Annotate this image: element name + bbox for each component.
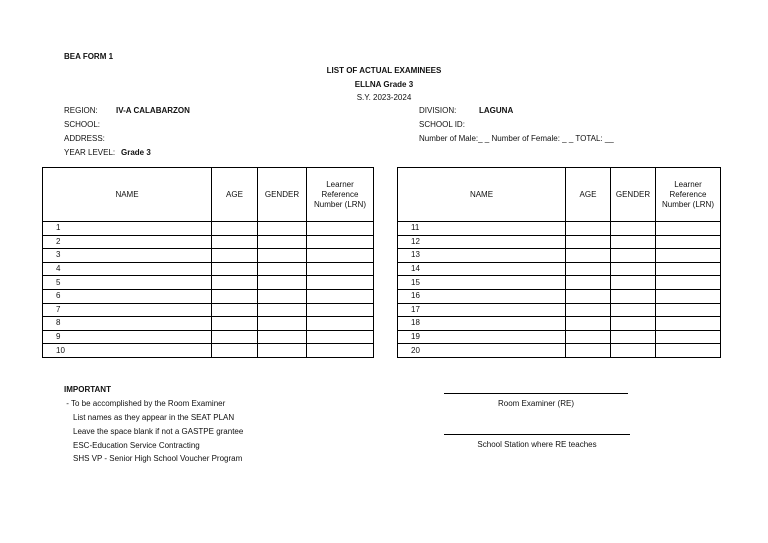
name-cell[interactable] [43,317,212,331]
age-cell[interactable] [566,222,611,236]
lrn-cell[interactable] [656,222,721,236]
school-label: SCHOOL: [64,120,101,129]
examinee-table-left [42,167,374,358]
name-cell[interactable] [398,235,566,249]
row-number: 2 [56,236,61,246]
important-note: List names as they appear in the SEAT PLAN [73,413,235,422]
gender-cell[interactable] [611,222,656,236]
name-cell[interactable] [398,330,566,344]
name-cell[interactable] [398,289,566,303]
table-row [398,262,721,276]
row-number: 1 [56,223,61,233]
division-label: DIVISION: [419,106,457,115]
age-cell[interactable] [566,262,611,276]
row-number: 16 [411,291,420,301]
important-note: - To be accomplished by the Room Examiner [64,399,226,408]
table-row [398,330,721,344]
age-cell[interactable] [212,276,258,290]
table-row [398,303,721,317]
gender-cell[interactable] [258,289,307,303]
gender-cell[interactable] [611,249,656,263]
gender-counts: Number of Male:_ _ Number of Female: _ _ TOTAL: __ [419,134,614,143]
lrn-cell[interactable] [307,330,374,344]
age-cell[interactable] [212,330,258,344]
gender-column-header: GENDER [611,168,656,222]
lrn-cell[interactable] [656,289,721,303]
document-title: LIST OF ACTUAL EXAMINEES [326,66,442,75]
gender-cell[interactable] [611,330,656,344]
station-signature-line [444,434,630,435]
table-row [43,276,374,290]
name-cell[interactable] [398,222,566,236]
name-column-header: NAME [398,168,566,222]
lrn-cell[interactable] [307,344,374,358]
row-number: 20 [411,345,420,355]
lrn-cell[interactable] [656,249,721,263]
row-number: 13 [411,250,420,260]
name-cell[interactable] [398,262,566,276]
region-label: REGION: [64,106,98,115]
row-number: 11 [411,223,420,233]
age-cell[interactable] [566,330,611,344]
lrn-cell[interactable] [656,276,721,290]
station-signature-label: School Station where RE teaches [477,440,597,449]
lrn-cell[interactable] [307,276,374,290]
lrn-column-header: Learner Reference Number (LRN) [307,168,374,222]
table-row [43,317,374,331]
lrn-cell[interactable] [656,303,721,317]
row-number: 4 [56,264,61,274]
age-cell[interactable] [566,344,611,358]
gender-cell[interactable] [611,235,656,249]
lrn-cell[interactable] [656,317,721,331]
row-number: 18 [411,318,420,328]
table-row [398,289,721,303]
age-column-header: AGE [566,168,611,222]
name-cell[interactable] [398,317,566,331]
name-cell[interactable] [43,235,212,249]
table-row [43,262,374,276]
name-cell[interactable] [43,289,212,303]
table-row [43,222,374,236]
school-year: S.Y. 2023-2024 [356,93,412,102]
row-number: 8 [56,318,61,328]
row-number: 15 [411,277,420,287]
lrn-cell[interactable] [307,262,374,276]
gender-cell[interactable] [258,222,307,236]
table-row [43,235,374,249]
age-cell[interactable] [566,303,611,317]
gender-column-header: GENDER [258,168,307,222]
important-heading: IMPORTANT [64,385,111,394]
age-column-header: AGE [212,168,258,222]
gender-cell[interactable] [611,289,656,303]
important-note: Leave the space blank if not a GASTPE grantee [73,427,244,436]
gender-cell[interactable] [258,235,307,249]
name-column-header: NAME [43,168,212,222]
row-number: 7 [56,304,61,314]
gender-cell[interactable] [258,317,307,331]
division-value: LAGUNA [479,106,514,115]
row-number: 3 [56,250,61,260]
gender-cell[interactable] [258,249,307,263]
table-row [398,222,721,236]
row-number: 9 [56,332,61,342]
gender-cell[interactable] [611,317,656,331]
row-number: 14 [411,264,420,274]
gender-cell[interactable] [258,330,307,344]
name-cell[interactable] [43,222,212,236]
table-row [43,289,374,303]
lrn-cell[interactable] [307,249,374,263]
table-row [398,235,721,249]
age-cell[interactable] [212,303,258,317]
name-cell[interactable] [43,303,212,317]
gender-cell[interactable] [258,344,307,358]
lrn-cell[interactable] [307,222,374,236]
important-note: SHS VP - Senior High School Voucher Program [73,454,243,463]
age-cell[interactable] [212,344,258,358]
row-number: 12 [411,236,420,246]
examinee-table-right [397,167,721,358]
lrn-cell[interactable] [656,344,721,358]
name-cell[interactable] [398,344,566,358]
age-cell[interactable] [212,249,258,263]
document-subtitle: ELLNA Grade 3 [354,80,414,89]
examiner-signature-label: Room Examiner (RE) [497,399,574,408]
name-cell[interactable] [43,330,212,344]
name-cell[interactable] [43,344,212,358]
name-cell[interactable] [398,276,566,290]
table-row [43,249,374,263]
lrn-cell[interactable] [656,262,721,276]
age-cell[interactable] [212,262,258,276]
table-row [398,344,721,358]
lrn-cell[interactable] [656,330,721,344]
school-id-label: SCHOOL ID: [419,120,465,129]
age-cell[interactable] [212,222,258,236]
age-cell[interactable] [212,235,258,249]
gender-cell[interactable] [611,276,656,290]
row-number: 6 [56,291,61,301]
lrn-cell[interactable] [656,235,721,249]
lrn-cell[interactable] [307,303,374,317]
name-cell[interactable] [398,303,566,317]
examiner-signature-line [444,393,628,394]
name-cell[interactable] [43,276,212,290]
table-row [398,249,721,263]
gender-cell[interactable] [611,303,656,317]
gender-cell[interactable] [611,262,656,276]
name-cell[interactable] [43,249,212,263]
important-note: ESC-Education Service Contracting [73,441,200,450]
age-cell[interactable] [212,317,258,331]
year-level-value: Grade 3 [121,148,151,157]
table-row [398,317,721,331]
row-number: 10 [56,345,65,355]
gender-cell[interactable] [258,303,307,317]
age-cell[interactable] [566,276,611,290]
row-number: 19 [411,332,420,342]
lrn-column-header: Learner Reference Number (LRN) [656,168,721,222]
lrn-cell[interactable] [307,317,374,331]
lrn-cell[interactable] [307,289,374,303]
name-cell[interactable] [398,249,566,263]
row-number: 5 [56,277,61,287]
address-label: ADDRESS: [64,134,105,143]
age-cell[interactable] [212,289,258,303]
year-level-label: YEAR LEVEL: [64,148,116,157]
age-cell[interactable] [566,235,611,249]
table-row [43,303,374,317]
form-id: BEA FORM 1 [64,52,114,61]
age-cell[interactable] [566,289,611,303]
lrn-cell[interactable] [307,235,374,249]
gender-cell[interactable] [611,344,656,358]
table-row [398,276,721,290]
gender-cell[interactable] [258,262,307,276]
gender-cell[interactable] [258,276,307,290]
age-cell[interactable] [566,249,611,263]
name-cell[interactable] [43,262,212,276]
table-row [43,344,374,358]
row-number: 17 [411,304,420,314]
age-cell[interactable] [566,317,611,331]
region-value: IV-A CALABARZON [116,106,190,115]
table-row [43,330,374,344]
